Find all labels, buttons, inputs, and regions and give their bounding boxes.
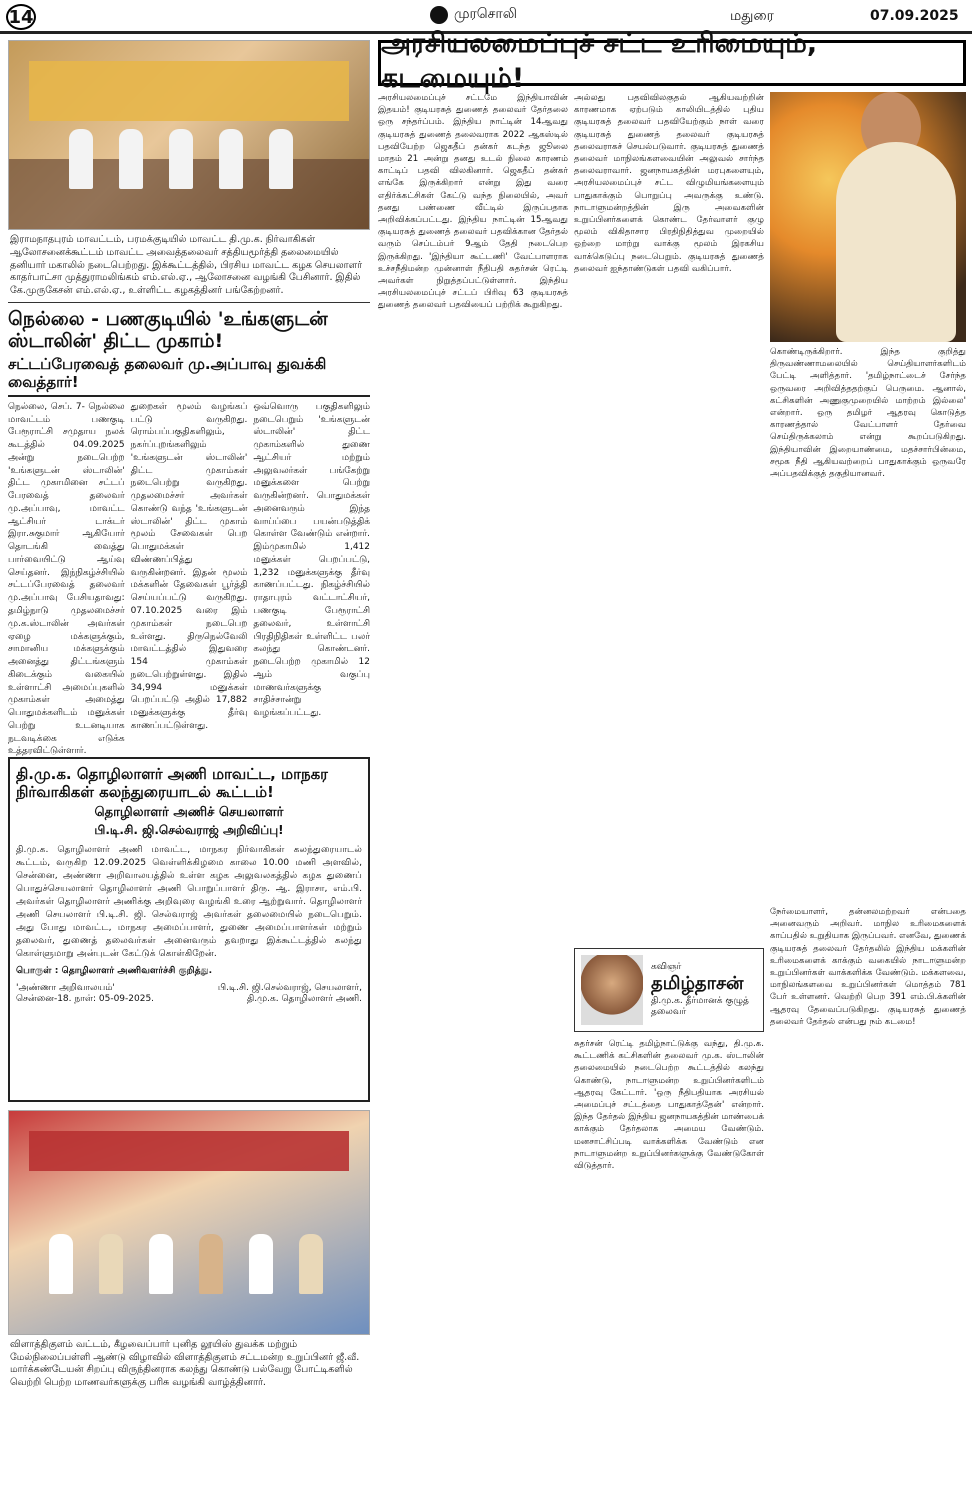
notice-subtitle: தொழிலாளர் அணிச் செயலாளர்: [94, 804, 284, 820]
nellai-article-col1: நெல்லை, செப். 7- நெல்லை மாவட்டம் பணகுடி பேரூராட்சி சமுதாய நலக் கூடத்தில் 04.09.2025 அன்று நடைபெற்ற 'உங்களுடன் ஸ்டாலின்' திட்ட முகாமினை சட்டப் பேரவைத் தலைவர் மு.அப்பாவு, மாவட்ட ஆட்சியர் டாக்டர் இரா.சுகுமார் ஆகியோர் தொடங்கி வைத்து பார்வையிட்டு ஆய்வு செய்தனர். இந்நிகழ்ச்சியில் சட்டப்பேரவைத் தலைவர் மு.அப்பாவு பேசியதாவது: தமிழ்நாடு முதலமைச்சர் மு.க.ஸ்டாலின் அவர்கள் ஏழை மக்களுக்கும், சாமானிய மக்களுக்கும் அனைத்து திட்டங்களும் கிடைக்கும் வகையில் உள்ளாட்சி அமைப்புகளில் முகாம்கள் அமைத்து பொதுமக்களிடம் மனுக்கள் பெற்று உடனடியாக நடவடிக்கை எடுக்க உத்தரவிட்டுள்ளார்.: [8, 401, 125, 757]
page-number: 14: [6, 4, 36, 30]
school-event-caption: விளாத்திகுளம் வட்டம், கீழவைப்பார் புனித லூயிஸ் துவக்க மற்றும் மேல்நிலைப்பள்ளி ஆண்டு விழாவில் விளாத்திகுளம் சட்டமன்ற உறுப்பினர் ஜீ.வீ. மார்க்கண்டேயன் சிறப்பு விருந்தினராக கலந்து கொண்டு பல்வேறு போட்டிகளில் வெற்றி பெற்ற மாணவர்களுக்கு பரிசு வழங்கி வாழ்த்தினார்.: [10, 1338, 360, 1389]
editorial-title: அரசியலமைப்புச் சட்ட உரிமையும், கடமையும்!: [378, 40, 966, 86]
editorial-right: [770, 92, 966, 1492]
author-photo: [581, 955, 643, 1025]
meeting-photo-caption: இராமநாதபுரம் மாவட்டம், பரமக்குடியில் மாவட்ட தி.மு.க. நிர்வாகிகள் ஆலோசனைக்கூட்டம் மாவட்ட அவைத்தலைவர் சத்தியமூர்த்தி தலைமையில் தனியார் மகாலில் நடைபெற்றது. இக்கூட்டத்தில், பிரசிய மாவட்ட கழக செயலாளர் காதர்பாட்சா முத்துராமலிங்கம் எம்.எல்.ஏ., ஆலோசனை வழங்கி பேசினார். இதில் கே.முருகேசன் எம்.எல்.ஏ., உள்ளிட்ட கழகத்தினர் பங்கேற்றனர்.: [8, 230, 370, 303]
left-section: [8, 40, 370, 1394]
editorial-col2: அல்லது பதவிவிலகுதல் ஆகியவற்றின் காரணமாக ஏற்படும் காலியிடத்தில் புதிய குடியரசுத் தலைவர் பதவியேற்கும் நாள் வரை குடியரசுத் துணைத் தலைவர் குடியரசுத் தலைவராகச் செயல்படுவார். குடியரசுத் துணைத் தலைவர் மாநிலங்களவையின் அலுவல் சார்ந்த தலைவராவார். ஜனநாயகத்தின் மரபுகளையும், அரசியலமைப்புச் சட்ட விழுமியங்களையும் பாதுகாக்கும் பொறுப்பு அவருக்கு உண்டு. நாடாளுமன்றத்தின் இரு அவைகளின் உறுப்பினர்களைக் கொண்ட தேர்வாளர் குழு மூலம் விகிதாசார பிரதிநிதித்துவ முறையில் ஒற்றை மாற்று வாக்கு மூலம் இரகசிய வாக்கெடுப்பு நடைபெறும். குடியரசுத் துணைத் தலைவர் ஐந்தாண்டுகள் பதவி வகிப்பார்.: [574, 93, 764, 274]
nominee-portrait: [770, 92, 966, 342]
author-box: [574, 948, 764, 1032]
editorial-col1: அரசியலமைப்புச் சட்டமே இந்தியாவின் இதயம்! குடியரசுத் துணைத் தலைவர் தேர்தலை ஒரு சந்தர்ப்பம். இந்திய நாட்டின் 14ஆவது குடியரசுத் துணைத் தலைவராக 2022 ஆகஸ்டில் பதவியேற்ற ஜெகதீப் தன்கர் கடந்த ஜூலை மாதம் 21 அன்று தனது உடல் நிலை காரணம் காட்டிப் பதவி விலகினார். ஜெகதீப் தன்கர் எங்கே இருக்கிறார் என்று இது வரை எதிர்க்கட்சிகள் கேட்டு வந்த நிலையில், அவர் தனது பண்ணை வீட்டில் இருப்பதாக அறிவிக்கப்பட்டது. இந்திய நாட்டின் 15ஆவது குடியரசுத் துணைத் தலைவர் பதவிக்கான தேர்தல் வரும் செப்டம்பர் 9ஆம் தேதி நடைபெற இருக்கிறது. 'இந்தியா கூட்டணி' வேட்பாளராக உச்சநீதிமன்ற முன்னாள் நீதிபதி சுதர்சன் ரெட்டி அவர்கள் நிறுத்தப்பட்டுள்ளார். இந்திய அரசியலமைப்புச் சட்டப் பிரிவு 63 குடியரசுத் துணைத் தலைவர் பதவியைப் பற்றிக் கூறுகிறது.: [378, 93, 568, 311]
meeting-photo: [8, 40, 370, 230]
nellai-article-col3: ஒவ்வொரு பகுதிகளிலும் நடைபெறும் 'உங்களுடன் ஸ்டாலின்' திட்ட முகாம்களில் துணை ஆட்சியர் மற்றும் அலுவலர்கள் பங்கேற்று மனுக்களை பெற்று வருகின்றனர். பொதுமக்கள் அனைவரும் இந்த வாய்ப்பை பயன்படுத்திக் கொள்ள வேண்டும் என்றார். இம்முகாமில் 1,412 மனுக்கள் பெறப்பட்டு, 1,232 மனுக்களுக்கு தீர்வு காணப்பட்டது. நிகழ்ச்சியில் ராதாபுரம் வட்டாட்சியர், பணகுடி பேரூராட்சி தலைவர், உள்ளாட்சி பிரதிநிதிகள் உள்ளிட்ட பலர் கலந்து கொண்டனர். நடைபெற்ற முகாமில் 12 ஆம் வகுப்பு மாணவர்களுக்கு சாதிச்சான்று வழங்கப்பட்டது.: [253, 401, 371, 719]
notice-place: 'அண்ணா அறிவாலயம்' சென்னை-18. நாள்: 05-09-2025.: [16, 983, 155, 1005]
school-event-photo: [8, 1110, 370, 1335]
nellai-article: [8, 401, 371, 757]
editorial-col3: கொண்டிருக்கிறார். இந்த குறித்து திருவண்ணாமலையில் செய்தியாளர்களிடம் பேட்டி அளித்தார். 'தமிழ்நாட்டைச் சேர்ந்த ஒருவரை அறிவித்ததற்குப் பெருமை. ஆனால், கட்சிகளின் அணுகுமுறையில் மாற்றம் இல்லை' என்றார். ஒரு தமிழர் ஆதரவு கொடுத்த காரணத்தால் வேட்பாளர் தேர்வை செய்திருக்கலாம் என்று கூறப்படுகிறது. இந்தியாவின் இறையாண்மை, மதச்சார்பின்மை, சமூக நீதி ஆகியவற்றைப் பாதுகாக்கும் ஒருவரே அப்பதவிக்குத் தகுதியானவர்.: [770, 347, 966, 480]
nellai-headline: நெல்லை - பணகுடியில் 'உங்களுடன் ஸ்டாலின்' திட்ட முகாம்!: [8, 308, 328, 352]
labour-wing-notice: [8, 757, 370, 1102]
edition-name: மதுரை: [730, 8, 774, 24]
editorial-middle: [574, 92, 764, 1492]
notice-title: தி.மு.க. தொழிலாளர் அணி மாவட்ட, மாநகர நிர்வாகிகள் கலந்துரையாடல் கூட்டம்!: [16, 764, 328, 801]
editorial-col4: சுதர்சன் ரெட்டி தமிழ்நாட்டுக்கு வந்து, தி.மு.க. கூட்டணிக் கட்சிகளின் தலைவர் மு.க. ஸ்டாலின் தலைமையில் நடைபெற்ற கூட்டத்தில் கலந்து கொண்டு, நாடாளுமன்ற உறுப்பினர்களிடம் ஆதரவு கேட்டார். 'ஒரு நீதிபதியாக அரசியல் அமைப்புச் சட்டத்தை பாதுகாத்தேன்' என்றார். இந்த தேர்தல் இந்திய ஜனநாயகத்தின் மாண்பைக் காக்கும் தேர்தலாக அமைய வேண்டும். மனசாட்சிப்படி வாக்களிக்க வேண்டும் என நாடாளுமன்ற உறுப்பினர்களுக்கு வேண்டுகோள் விடுத்தார்.: [574, 1039, 764, 1172]
notice-subtitle2: பி.டி.சி. ஜி.செல்வராஜ் அறிவிப்பு!: [94, 822, 284, 837]
notice-body: தி.மு.க. தொழிலாளர் அணி மாவட்ட, மாநகர நிர்வாகிகள் கலந்துரையாடல் கூட்டம், வருகிற 12.09.2025 வெள்ளிக்கிழமை காலை 10.00 மணி அளவில், சென்னை, அண்ணா அறிவாலயத்தில் உள்ள கழக அலுவலகத்தில் கழக துணைப் பொதுச்செயலாளர் தொழிலாளர் அணி பொறுப்பாளர் திரு. ஆ. இராசா, எம்.பி. அவர்கள் தொழிலாளர் அணிக்கு அறிவுரை வழங்கி உரை ஆற்றுவார். தொழிலாளர் அணி செயலாளர் பி.டி.சி. ஜி. செல்வராஜ் அவர்கள் தலைமையில் நடைபெறும். அது போது மாவட்ட, மாநகர அமைப்பாளர், துணை அமைப்பாளர்கள் மற்றும் தலைவர், துணைத் தலைவர்கள் அனைவரும் தவறாது இக்கூட்டத்தில் கலந்து கொள்ளுமாறு அன்புடன் கேட்டுக் கொள்கிறேன்.: [16, 843, 362, 960]
editorial-body: [378, 92, 966, 1492]
right-section: [378, 28, 966, 1492]
notice-signer: பி.டி.சி. ஜி.செல்வராஜ், செயலாளர், தி.மு.க. தொழிலாளர் அணி.: [217, 983, 362, 1005]
issue-date: 07.09.2025: [870, 8, 959, 24]
newspaper-logo-icon: [430, 6, 448, 24]
masthead: [430, 6, 517, 24]
editorial-col5: நேர்மையாளர், தன்னலமற்றவர் என்பதை அனைவரும் அறிவர். மாநில உரிமைகளைக் காப்பதில் உறுதியாக இருப்பவர். எனவே, துணைக் குடியரசுத் தலைவர் தேர்தலில் இந்திய மக்களின் உரிமைகளைக் காக்கும் வகையில் நாடாளுமன்ற உறுப்பினர்கள் வாக்களிக்க வேண்டும். மக்களவை, மாநிலங்களவை உறுப்பினர்கள் மொத்தம் 781 பேர் உள்ளனர். வெற்றி பெற 391 எம்.பி.க்களின் ஆதரவு தேவைப்படுகிறது. குடியரசுத் துணைத் தலைவர் தேர்தல் என்பது நம் கடமை!: [770, 907, 966, 1027]
paper-name: முரசொலி: [454, 6, 517, 22]
author-label: கவிஞர்: [651, 962, 682, 972]
notice-subject: பொருள் : தொழிலாளர் அணிவளர்ச்சி குறித்து.: [16, 965, 213, 977]
nellai-subhead: சட்டப்பேரவைத் தலைவர் மு.அப்பாவு துவக்கி வைத்தார்!: [8, 355, 370, 397]
author-org: தி.மு.க. தீர்மானக் குழுத் தலைவர்: [651, 996, 749, 1017]
author-name: தமிழ்தாசன்: [651, 973, 744, 994]
nellai-article-col2: துறைகள் மூலம் வழங்கப் பட்டு வருகிறது. ரொம்பப்பகுதிகளிலும், நகர்ப்புறங்களிலும் 'உங்களுடன் ஸ்டாலின்' திட்ட முகாம்கள் நடைபெற்று வருகிறது. முதலமைச்சர் அவர்கள் கொண்டு வந்த 'உங்களுடன் ஸ்டாலின்' திட்ட முகாம் மூலம் சேவைகள் பெற பொதுமக்கள் விண்ணப்பித்து வருகின்றனர். இதன் மூலம் மக்களின் தேவைகள் பூர்த்தி செய்யப்பட்டு வருகிறது. 07.10.2025 வரை இம் முகாம்கள் நடைபெற உள்ளது. திருநெல்வேலி மாவட்டத்தில் இதுவரை 154 முகாம்கள் நடைபெற்றுள்ளது. இதில் 34,994 மனுக்கள் பெறப்பட்டு அதில் 17,882 மனுக்களுக்கு தீர்வு காணப்பட்டுள்ளது.: [130, 401, 248, 731]
